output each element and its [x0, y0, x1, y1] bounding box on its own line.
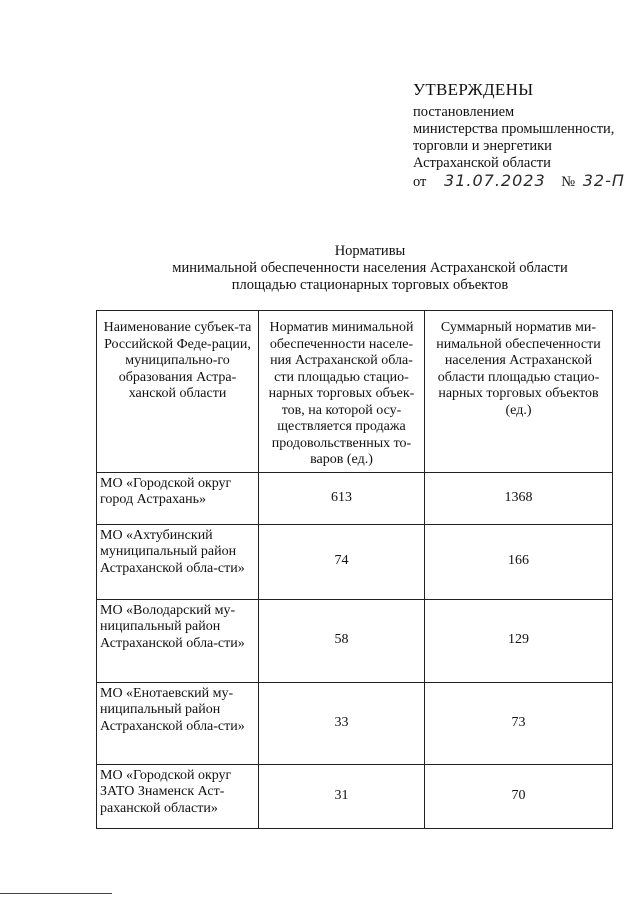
approval-date-line	[413, 172, 635, 191]
table-row	[97, 764, 613, 828]
row-total-value: 129	[425, 599, 613, 682]
header-total-standard: Суммарный норматив ми-нимальной обеспеченности населения Астраханской области площадью стацио-нарных торговых объектов (ед.)	[425, 311, 613, 473]
table-row	[97, 682, 613, 764]
standards-table	[96, 310, 613, 829]
handwritten-date: 31.07.2023	[444, 171, 546, 190]
table-header-row	[97, 311, 613, 473]
date-prefix: от	[413, 174, 427, 190]
row-food-value: 33	[259, 682, 425, 764]
table-row	[97, 599, 613, 682]
footer-rule	[0, 893, 112, 894]
approval-line: Астраханской области	[413, 155, 551, 171]
row-name: МО «Володарский му-ниципальный район Астраханской обла-сти»	[97, 599, 259, 682]
row-name: МО «Енотаевский му-ниципальный район Астраханской обла-сти»	[97, 682, 259, 764]
document-title	[120, 243, 620, 294]
approval-block	[413, 80, 635, 191]
row-name: МО «Ахтубинский муниципальный район Астраханской обла-сти»	[97, 524, 259, 599]
row-food-value: 31	[259, 764, 425, 828]
row-food-value: 74	[259, 524, 425, 599]
row-total-value: 70	[425, 764, 613, 828]
approval-line: министерства промышленности,	[413, 121, 615, 137]
title-line: площадью стационарных торговых объектов	[231, 277, 509, 293]
table-row	[97, 472, 613, 524]
row-name: МО «Городской округ ЗАТО Знаменск Аст-раханской области»	[97, 764, 259, 828]
number-prefix: №	[561, 174, 576, 190]
title-line: Нормативы	[334, 243, 406, 259]
approval-line: постановлением	[413, 104, 515, 120]
row-total-value: 1368	[425, 472, 613, 524]
header-entity-name: Наименование субъек-та Российской Феде-рации, муниципально-го образования Астра-ханской области	[97, 311, 259, 473]
handwritten-number: 32-П	[582, 171, 625, 190]
row-food-value: 613	[259, 472, 425, 524]
row-total-value: 73	[425, 682, 613, 764]
table-row	[97, 524, 613, 599]
title-line: минимальной обеспеченности населения Астраханской области	[172, 260, 568, 276]
row-name: МО «Городской округ город Астрахань»	[97, 472, 259, 524]
header-food-standard: Норматив минимальной обеспеченности населе-ния Астраханской обла-сти площадью стацио-нарных торговых объек-тов, на которой осу-ществляется продажа продовольственных то-варов (ед.)	[259, 311, 425, 473]
approval-line: торговли и энергетики	[413, 138, 552, 154]
row-food-value: 58	[259, 599, 425, 682]
row-total-value: 166	[425, 524, 613, 599]
approval-heading: УТВЕРЖДЕНЫ	[413, 80, 534, 99]
